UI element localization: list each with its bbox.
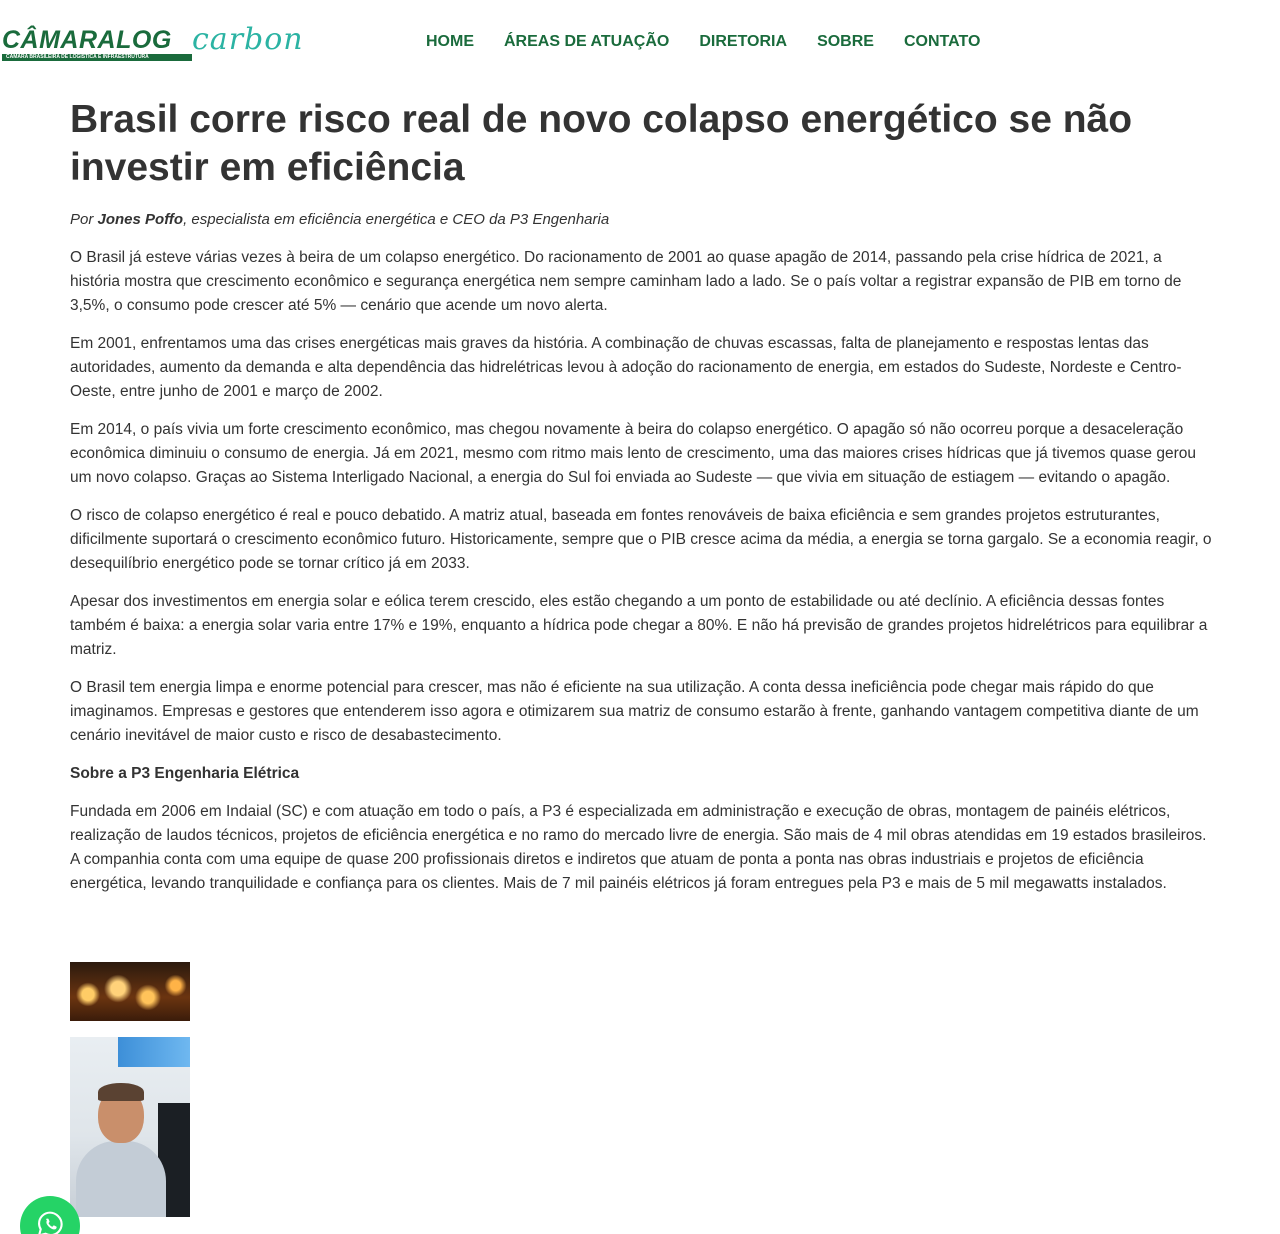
logo-accent-text: carbon bbox=[192, 22, 304, 57]
author-photo[interactable] bbox=[70, 1037, 190, 1217]
about-heading: Sobre a P3 Engenharia Elétrica bbox=[70, 765, 300, 782]
byline-prefix: Por bbox=[70, 211, 98, 228]
photo-body bbox=[76, 1141, 166, 1217]
byline-suffix: , especialista em eficiência energética e CEO da P3 Engenharia bbox=[183, 211, 610, 228]
logo-tagline: CÂMARA BRASILEIRA DE LOGÍSTICA E INFRAESTRUTURA bbox=[2, 54, 192, 61]
article-paragraph: O Brasil já esteve várias vezes à beira de um colapso energético. Do racionamento de 2001 ao quase apagão de 2014, passando pela crise hídrica de 2021, a história mostra que crescimento econômico e segurança energética nem sempre caminham lado a lado. Se o país voltar a registrar expansão de PIB em torno de 3,5%, o consumo pode crescer até 5% — cenário que acende um novo alerta. bbox=[70, 249, 1182, 314]
article-paragraph: Apesar dos investimentos em energia solar e eólica terem crescido, eles estão chegando a um ponto de estabilidade ou até declínio. A eficiência dessas fontes também é baixa: a energia solar varia entre 17% e 19%, enquanto a hídrica pode chegar a 80%. E não há previsão de grandes projetos hidrelétricos para equilibrar a matriz. bbox=[70, 593, 1208, 658]
article-paragraph: O Brasil tem energia limpa e enorme potencial para crescer, mas não é eficiente na sua utilização. A conta dessa ineficiência pode chegar mais rápido do que imaginamos. Empresas e gestores que entenderem isso agora e otimizarem sua matriz de consumo estarão à frente, ganhando vantagem competitiva diante de um cenário inevitável de maior custo e risco de desabastecimento. bbox=[70, 679, 1199, 744]
whatsapp-icon bbox=[36, 1210, 64, 1234]
site-header bbox=[0, 0, 1280, 90]
nav-contato[interactable]: CONTATO bbox=[903, 33, 981, 50]
nav-areas-de-atuacao[interactable]: ÁREAS DE ATUAÇÃO bbox=[504, 33, 670, 50]
nav-home[interactable]: HOME bbox=[426, 33, 474, 50]
light-bulbs-image[interactable] bbox=[70, 962, 190, 1021]
byline-author: Jones Poffo bbox=[97, 211, 184, 228]
site-logo[interactable] bbox=[2, 16, 304, 66]
article-paragraph: Em 2014, o país vivia um forte crescimento econômico, mas chegou novamente à beira do colapso energético. O apagão só não ocorreu porque a desaceleração econômica diminuiu o consumo de energia. Já em 2021, mesmo com ritmo mais lento de crescimento, uma das maiores crises hídricas que já tivemos quase gerou um novo colapso. Graças ao Sistema Interligado Nacional, a energia do Sul foi enviada ao Sudeste — que vivia em situação de estiagem — evitando o apagão. bbox=[70, 421, 1196, 486]
article-paragraph: Em 2001, enfrentamos uma das crises energéticas mais graves da história. A combinação de chuvas escassas, falta de planejamento e respostas lentas das autoridades, aumento da demanda e alta dependência das hidrelétricas levou à adoção do racionamento de energia, em estados do Sudeste, Nordeste e Centro-Oeste, entre junho de 2001 e março de 2002. bbox=[70, 335, 1182, 400]
article-paragraph: O risco de colapso energético é real e pouco debatido. A matriz atual, baseada em fontes renováveis de baixa eficiência e sem grandes projetos estruturantes, dificilmente suportará o crescimento econômico futuro. Historicamente, sempre que o PIB cresce acima da média, a energia se torna gargalo. Se a economia reagir, o desequilíbrio energético pode se tornar crítico já em 2033. bbox=[70, 507, 1212, 572]
logo-main-text: CÂMARALOG bbox=[2, 26, 172, 54]
article bbox=[70, 96, 1212, 910]
nav-diretoria[interactable]: DIRETORIA bbox=[699, 33, 788, 50]
main-nav bbox=[426, 33, 980, 51]
photo-window bbox=[118, 1037, 190, 1067]
about-paragraph: Fundada em 2006 em Indaial (SC) e com atuação em todo o país, a P3 é especializada em administração e execução de obras, montagem de painéis elétricos, realização de laudos técnicos, projetos de eficiência energética e no ramo do mercado livre de energia. São mais de 4 mil obras atendidas em 19 estados brasileiros. A companhia conta com uma equipe de quase 200 profissionais diretos e indiretos que atuam de ponta a ponta nas obras industriais e projetos de eficiência energética, levando tranquilidade e confiança para os clientes. Mais de 7 mil painéis elétricos já foram entregues pela P3 e mais de 5 mil megawatts instalados. bbox=[70, 803, 1207, 892]
photo-hair bbox=[98, 1083, 144, 1101]
article-byline bbox=[70, 208, 1212, 232]
article-title: Brasil corre risco real de novo colapso energético se não investir em eficiência bbox=[70, 98, 1133, 189]
nav-sobre[interactable]: SOBRE bbox=[817, 33, 874, 50]
